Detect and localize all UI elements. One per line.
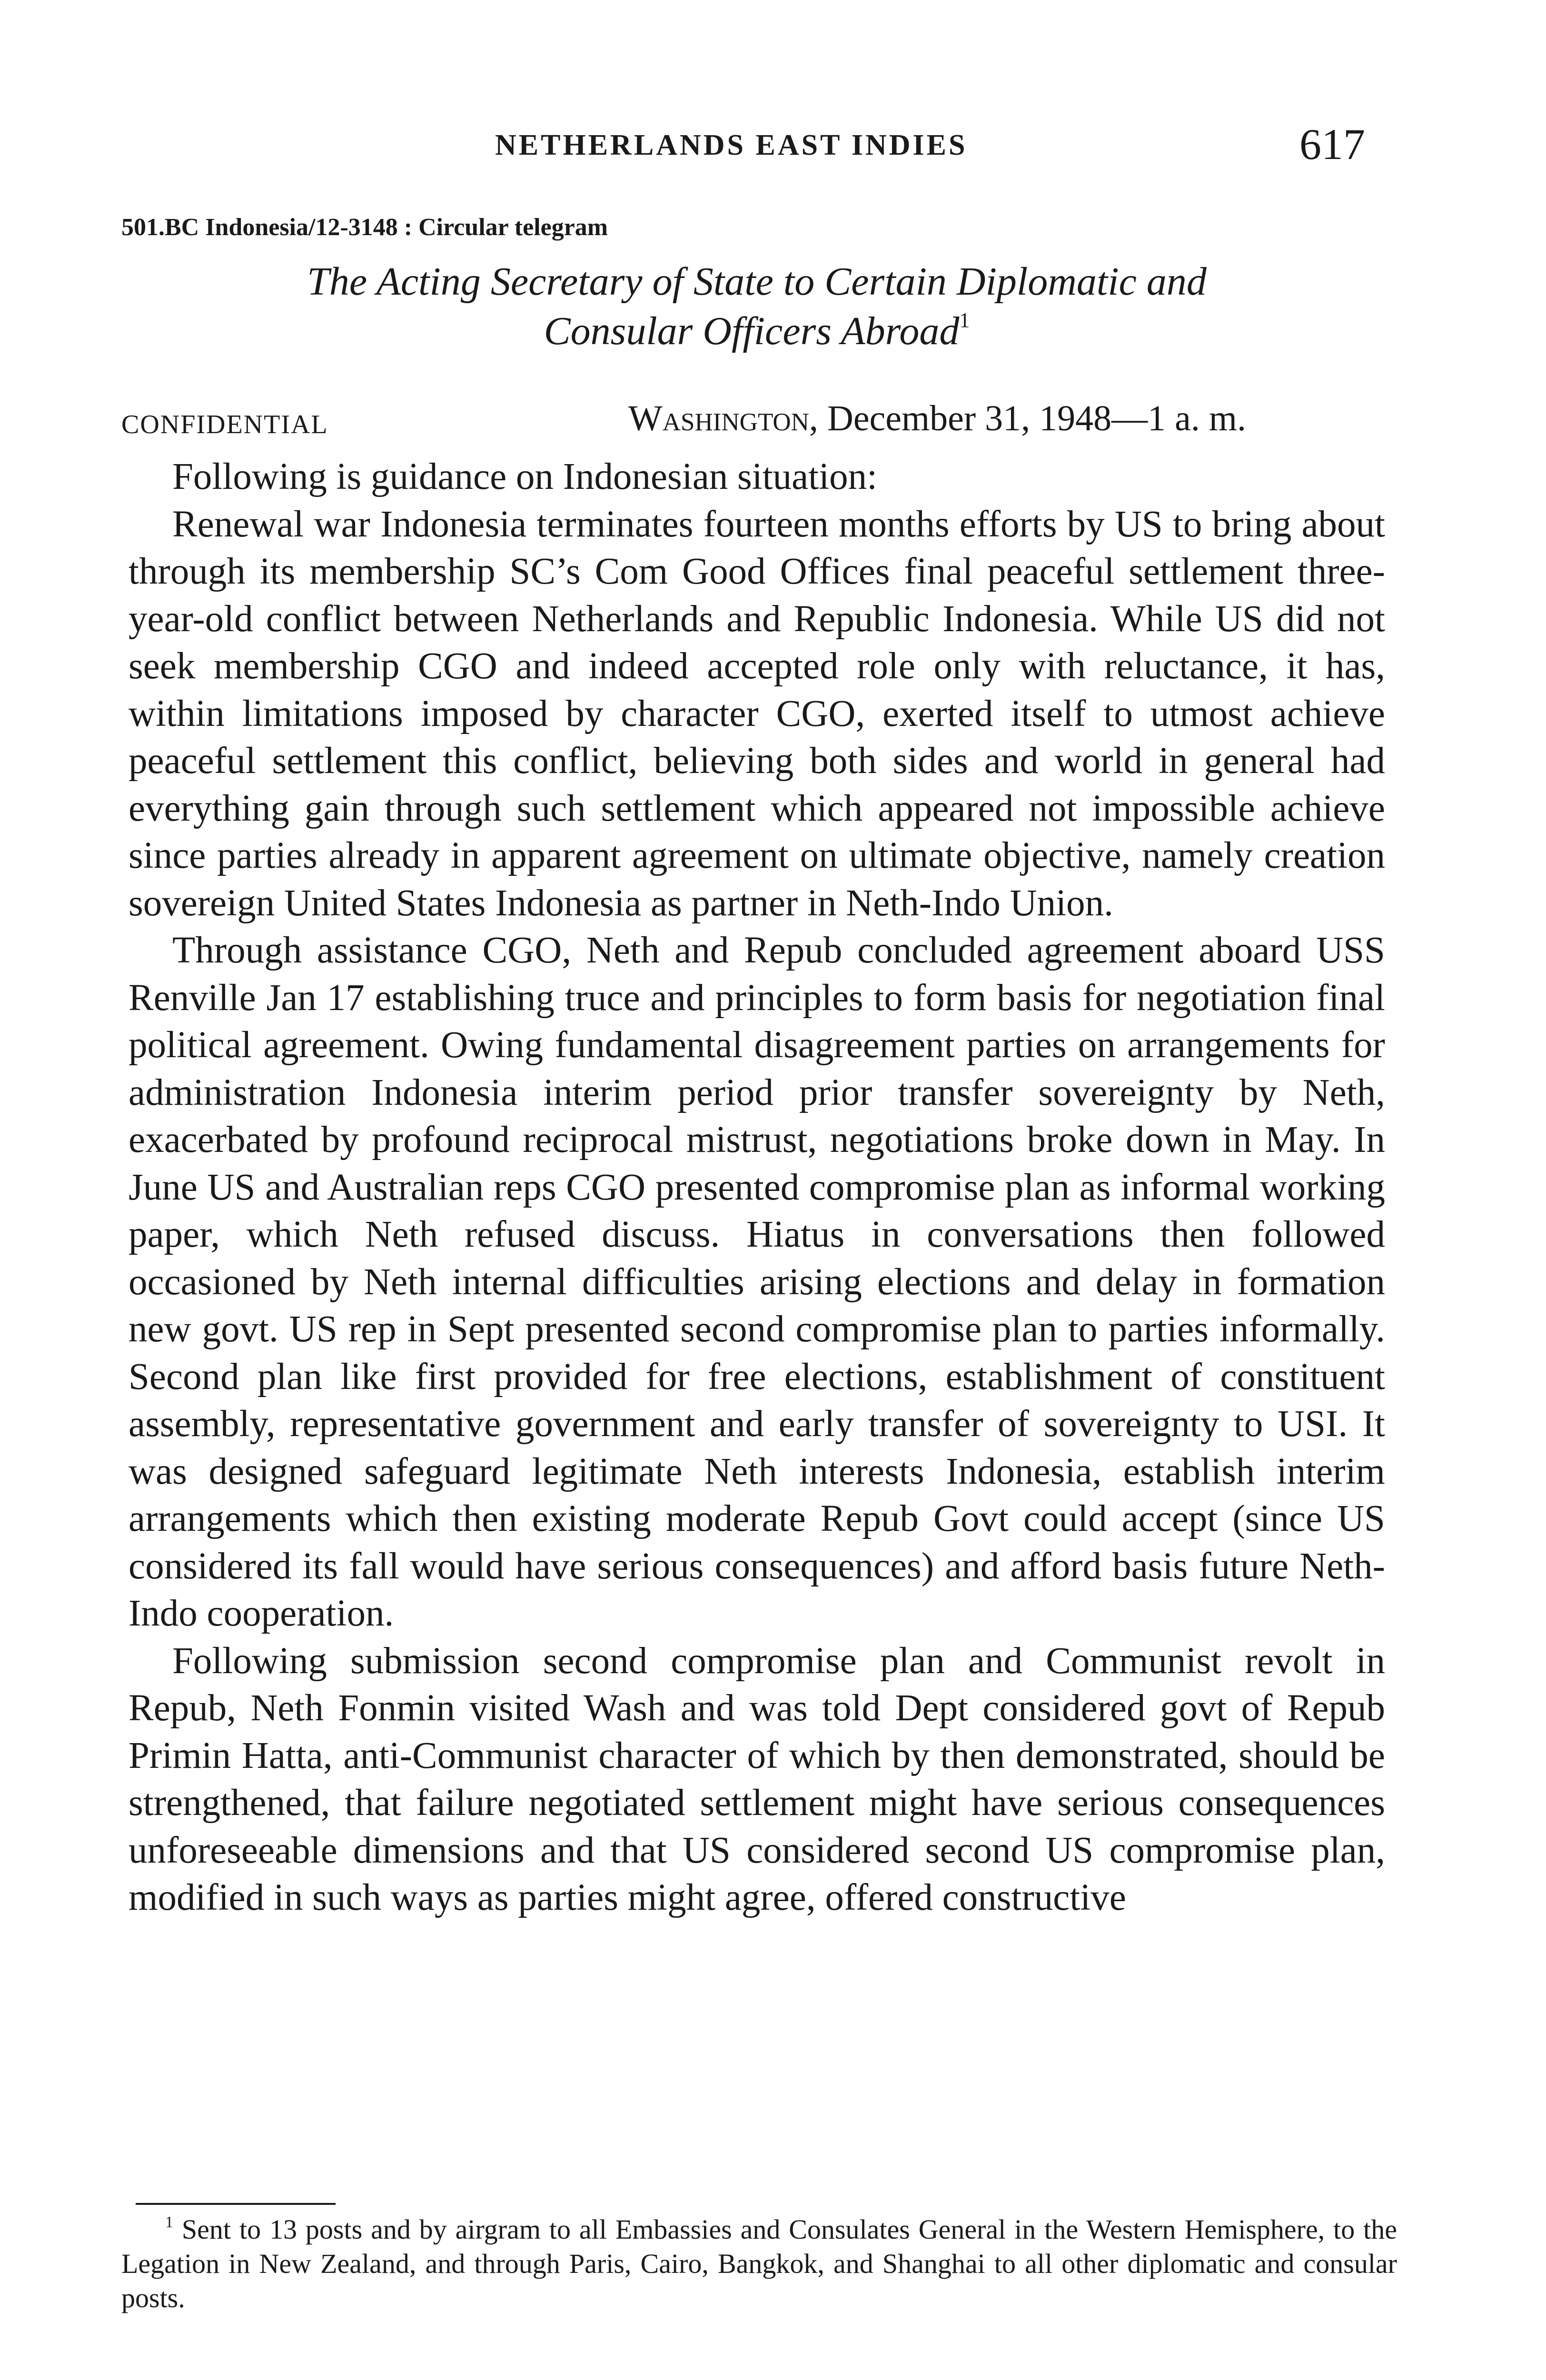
- footnote-text: Sent to 13 posts and by airgram to all Embassies and Consulates General in the Western Hemisphere, to the Legation in New Zealand, and through Paris, Cairo, Bangkok, and Shanghai to all other diplomatic and consular posts.: [121, 2214, 1397, 2313]
- title-line-2-text: Consular Officers Abroad: [544, 309, 960, 353]
- dateline: [628, 398, 1246, 439]
- running-head: NETHERLANDS EAST INDIES: [495, 129, 968, 161]
- classification-label: CONFIDENTIAL: [121, 410, 328, 439]
- page-number: 617: [1299, 120, 1365, 169]
- title-line-1: The Acting Secretary of State to Certain Diplomatic and: [307, 259, 1207, 304]
- paragraph: Following submission second compromise plan and Communist revolt in Repub, Neth Fonmin visited Wash and was told Dept considered govt of Repub Primin Hatta, anti-Communist character of which by then demonstrated, should be strengthened, that failure negotiated settlement might have serious consequences unforeseeable dimensions and that US considered second US compromise plan, modified in such ways as parties might agree, offered constructive: [129, 1640, 1385, 1918]
- paragraph: Following is guidance on Indonesian situation:: [172, 456, 878, 497]
- dateline-place: Washington,: [628, 398, 818, 438]
- footnote-divider: [136, 2203, 336, 2205]
- title-footnote-marker: 1: [959, 308, 970, 332]
- paragraph: Renewal war Indonesia terminates fourteen months efforts by US to bring about through its membership SC’s Com Good Offices final peaceful settlement three-year-old conflict between Netherlands and Republic Indonesia. While US did not seek membership CGO and indeed accepted role only with reluctance, it has, within limitations imposed by character CGO, exerted itself to utmost achieve peaceful settlement this conflict, believing both sides and world in general had everything gain through such settlement which appeared not impossible achieve since parties already in apparent agreement on ultimate objective, namely creation sovereign United States Indonesia as partner in Neth-Indo Union.: [129, 503, 1385, 924]
- title-line-2: [148, 307, 1366, 356]
- paragraph: Through assistance CGO, Neth and Repub concluded agreement aboard USS Renville Jan 17 establishing truce and principles to form basis for negotiation final political agreement. Owing fundamental disagreement parties on arrangements for administration Indonesia interim period prior transfer sovereignty by Neth, exacerbated by profound reciprocal mistrust, negotiations broke down in May. In June US and Australian reps CGO presented compromise plan as informal working paper, which Neth refused discuss. Hiatus in conversations then followed occasioned by Neth internal difficulties arising elections and delay in formation new govt. US rep in Sept presented second compromise plan to parties informally. Second plan like first provided for free elections, establishment of constituent assembly, representative government and early transfer of sovereignty to USI. It was designed safeguard legitimate Neth interests Indonesia, establish interim arrangements which then existing moderate Repub Govt could accept (since US considered its fall would have serious consequences) and afford basis future Neth-Indo cooperation.: [129, 930, 1385, 1634]
- dateline-date: December 31, 1948—1 a. m.: [827, 398, 1247, 438]
- file-reference: 501.BC Indonesia/12-3148 : Circular telegram: [121, 214, 608, 241]
- footnote: [121, 2212, 1397, 2315]
- footnote-marker: 1: [165, 2213, 173, 2231]
- document-title: [148, 257, 1366, 356]
- body-text: [129, 453, 1385, 1922]
